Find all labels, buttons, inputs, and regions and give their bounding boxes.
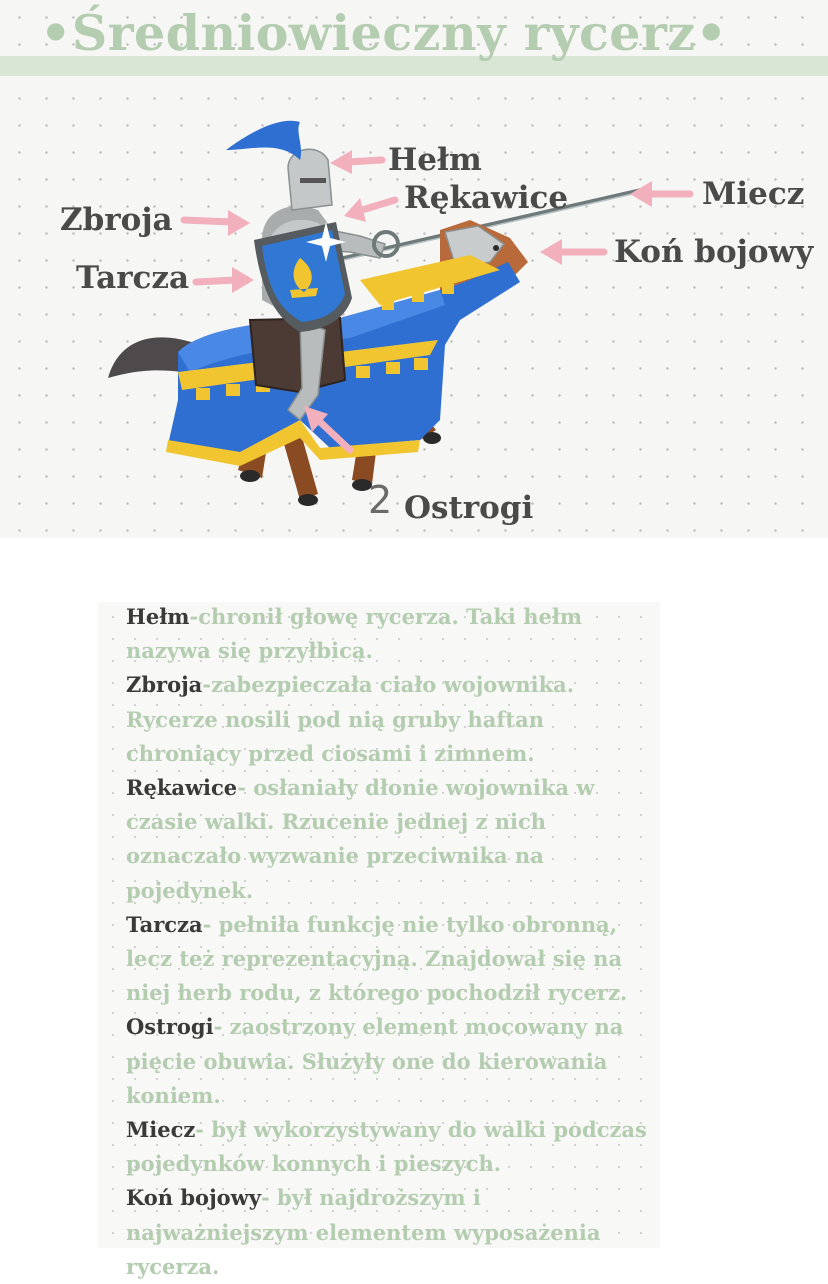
- entry-rekawice: [126, 771, 666, 908]
- description-list: [126, 600, 666, 1284]
- entry-text: - był wykorzystywany do walki podczas pojedynków konnych i pieszych.: [126, 1117, 647, 1177]
- entry-text: - był najdroższym i najważniejszym elementem wyposażenia rycerza.: [126, 1185, 601, 1279]
- entry-ostrogi: [126, 1010, 666, 1113]
- label-zbroja: Zbroja: [60, 202, 173, 238]
- entry-term: Hełm: [126, 604, 190, 629]
- entry-term: Koń bojowy: [126, 1185, 261, 1211]
- entry-term: Zbroja: [126, 672, 203, 698]
- ostrogi-number: 2: [368, 478, 393, 522]
- entry-text: -zabezpieczała ciało wojownika. Rycerze nosili pod nią gruby haftan chroniący przed ciosami i zimnem.: [126, 672, 575, 766]
- entry-kon-bojowy: [126, 1181, 666, 1284]
- entry-term: Rękawice: [126, 775, 238, 801]
- entry-miecz: [126, 1113, 666, 1181]
- entry-text: - zaostrzony element mocowany na pięcie obuwia. Służyły one do kierowania koniem.: [126, 1014, 624, 1108]
- label-ostrogi: Ostrogi: [404, 490, 534, 526]
- entry-term: Ostrogi: [126, 1014, 214, 1040]
- label-rekawice: Rękawice: [404, 180, 569, 216]
- label-tarcza: Tarcza: [76, 260, 190, 296]
- entry-term: Miecz: [126, 1117, 196, 1143]
- entry-text: - pełniła funkcję nie tylko obronną, lecz też reprezentacyjną. Znajdował się na niej herb rodu, z którego pochodził rycerz.: [126, 911, 628, 1006]
- entry-tarcza: [126, 908, 666, 1011]
- label-helm: Hełm: [388, 142, 482, 178]
- label-miecz: Miecz: [702, 176, 805, 212]
- entry-text: -chronił głowę rycerza. Taki hełm nazywa się przyłbicą.: [126, 604, 583, 664]
- entry-term: Tarcza: [126, 911, 203, 937]
- label-kon-bojowy: Koń bojowy: [614, 234, 814, 270]
- entry-helm: [126, 600, 666, 668]
- page-title: •Średniowieczny rycerz•: [40, 4, 728, 62]
- entry-zbroja: [126, 668, 666, 771]
- entry-text: - osłaniały dłonie wojownika w czasie walki. Rzucenie jednej z nich oznaczało wyzwanie przeciwnika na pojedynek.: [126, 775, 595, 903]
